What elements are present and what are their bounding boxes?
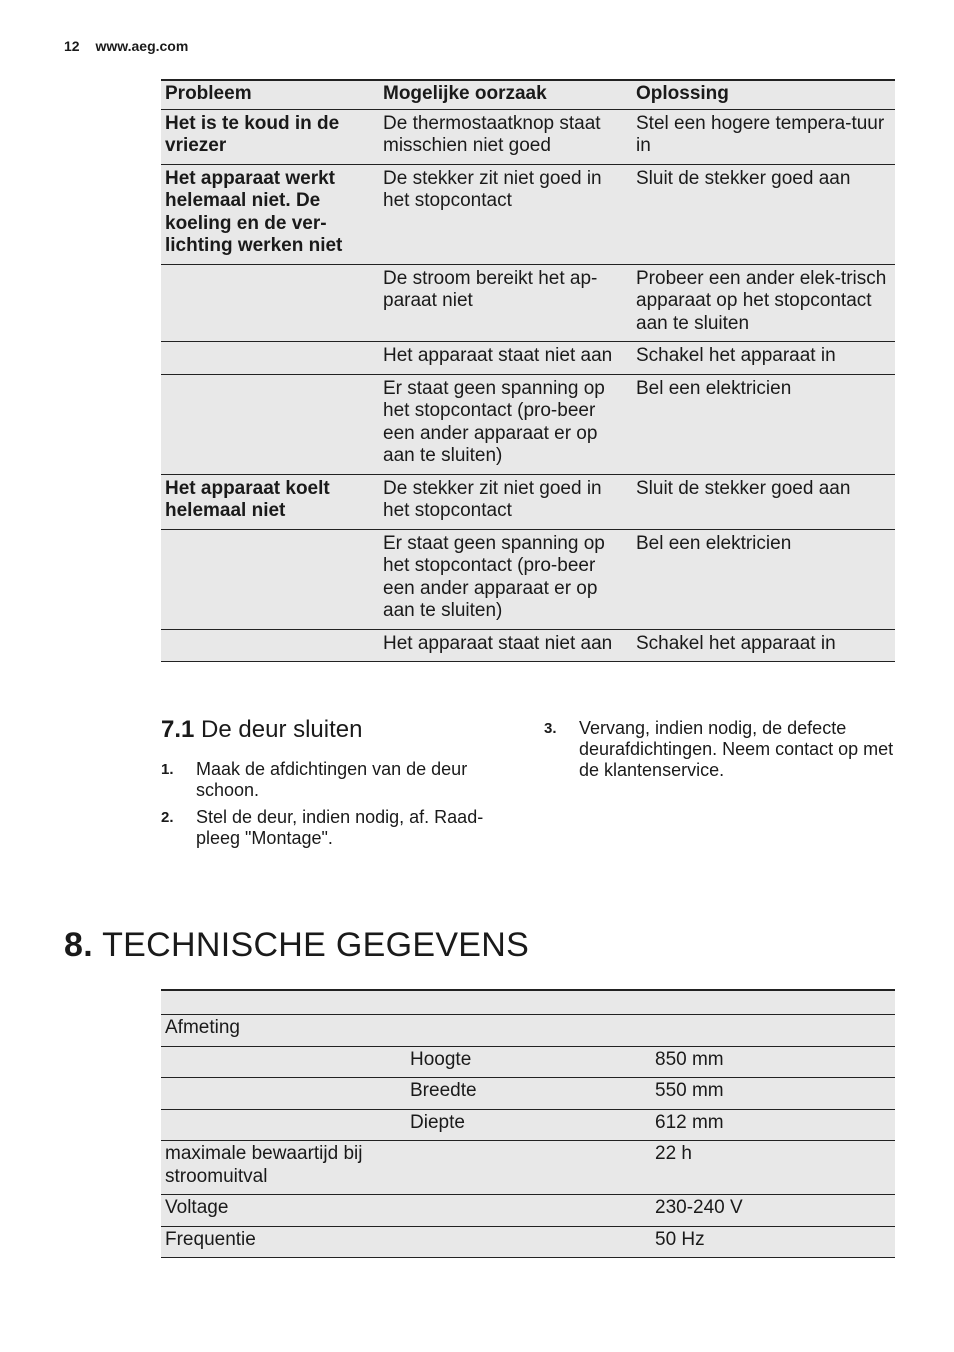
solution-cell: Stel een hogere tempera-tuur in (636, 112, 885, 156)
spec-label-cell (161, 1078, 406, 1110)
section-title: De deur sluiten (201, 716, 363, 743)
cause-cell: De stekker zit niet goed in het stopcontact (383, 167, 602, 211)
spec-label-cell: Afmeting (165, 1017, 240, 1038)
cause-cell: De stekker zit niet goed in het stopcontact (383, 477, 602, 521)
step-number: 3. (544, 720, 557, 737)
cause-cell: Er staat geen spanning op het stopcontact (pro-beer een ander apparaat er op aan te sluiten) (383, 532, 605, 621)
spec-sublabel-cell: Hoogte (410, 1048, 472, 1070)
chapter-title: TECHNISCHE GEGEVENS (102, 926, 530, 964)
column-header-problem: Probleem (165, 83, 252, 104)
spec-sublabel-cell: Diepte (410, 1111, 465, 1133)
table-row (161, 164, 895, 264)
table-row (161, 1015, 895, 1047)
cause-cell: Het apparaat staat niet aan (383, 345, 613, 366)
problem-cell: Het apparaat werkt helemaal niet. De koeling en de ver-lichting werken niet (165, 167, 343, 256)
section-number: 7.1 (161, 716, 195, 743)
table-row (161, 1078, 895, 1110)
table-row (161, 374, 895, 474)
spec-value-cell: 50 Hz (655, 1228, 705, 1250)
spec-value-cell (651, 990, 895, 1015)
list-item (161, 759, 511, 801)
table-row (161, 1226, 895, 1258)
cause-cell: Het apparaat staat niet aan (383, 632, 613, 654)
spec-label-cell: Frequentie (165, 1228, 256, 1250)
spec-sublabel-cell (406, 1195, 651, 1227)
step-number: 2. (161, 809, 174, 826)
cause-cell: De stroom bereikt het ap-paraat niet (383, 267, 598, 311)
step-number: 1. (161, 761, 174, 778)
spec-value-cell (651, 1015, 895, 1047)
spec-label-cell (161, 1109, 406, 1141)
list-item (161, 807, 511, 849)
table-row (161, 342, 895, 375)
table-row (161, 474, 895, 529)
spec-sublabel-cell (406, 1141, 651, 1195)
solution-cell: Schakel het apparaat in (636, 632, 836, 654)
table-header-row (161, 80, 895, 109)
technical-data-table (161, 989, 895, 1258)
steps-list-right (544, 718, 894, 787)
steps-list-left (161, 759, 511, 855)
table-row (161, 264, 895, 342)
table-row (161, 529, 895, 629)
step-text: Stel de deur, indien nodig, af. Raad-pleeg "Montage". (196, 807, 484, 848)
page-header (64, 38, 188, 54)
spec-label-cell (161, 1046, 406, 1078)
spec-value-cell: 612 mm (655, 1111, 724, 1133)
table-row (161, 1195, 895, 1227)
problem-cell (161, 629, 379, 662)
troubleshooting-table (161, 79, 895, 662)
spec-value-cell: 230-240 V (655, 1197, 743, 1218)
spec-value-cell: 550 mm (655, 1080, 724, 1101)
spec-sublabel-cell: Breedte (410, 1080, 477, 1101)
step-text: Vervang, indien nodig, de defecte deurafdichtingen. Neem contact op met de klantenservice. (579, 718, 894, 780)
solution-cell: Sluit de stekker goed aan (636, 167, 851, 189)
solution-cell: Probeer een ander elek-trisch apparaat op het stopcontact aan te sluiten (636, 267, 887, 334)
column-header-solution: Oplossing (636, 83, 729, 104)
section-8-heading (64, 926, 529, 965)
problem-cell: Het is te koud in de vriezer (165, 112, 340, 156)
problem-cell (161, 529, 379, 629)
spec-label-cell: Voltage (165, 1197, 229, 1218)
cause-cell: De thermostaatknop staat misschien niet goed (383, 112, 601, 156)
spec-sublabel-cell (406, 1226, 651, 1258)
spec-value-cell: 22 h (655, 1143, 692, 1164)
website-link[interactable]: www.aeg.com (95, 38, 189, 54)
chapter-number: 8. (64, 926, 93, 964)
solution-cell: Sluit de stekker goed aan (636, 477, 851, 499)
table-row (161, 1141, 895, 1195)
spec-label-cell: maximale bewaartijd bij stroomuitval (165, 1143, 363, 1187)
solution-cell: Schakel het apparaat in (636, 345, 836, 366)
table-row (161, 629, 895, 662)
list-item (544, 718, 894, 781)
spec-label-cell (161, 990, 406, 1015)
problem-cell (161, 264, 379, 342)
spec-sublabel-cell (406, 1015, 651, 1047)
cause-cell: Er staat geen spanning op het stopcontact (pro-beer een ander apparaat er op aan te sluiten) (383, 377, 605, 466)
problem-cell: Het apparaat koelt helemaal niet (165, 477, 330, 521)
section-7-1-heading (161, 716, 362, 744)
table-row (161, 1046, 895, 1078)
spec-sublabel-cell (406, 990, 651, 1015)
column-header-cause: Mogelijke oorzaak (383, 83, 547, 104)
spec-value-cell: 850 mm (655, 1048, 724, 1070)
step-text: Maak de afdichtingen van de deur schoon. (196, 759, 468, 800)
table-row (161, 1109, 895, 1141)
table-row (161, 109, 895, 164)
solution-cell: Bel een elektricien (636, 377, 792, 399)
problem-cell (161, 374, 379, 474)
table-row (161, 990, 895, 1015)
problem-cell (161, 342, 379, 375)
solution-cell: Bel een elektricien (636, 532, 792, 554)
page-number: 12 (64, 38, 80, 54)
